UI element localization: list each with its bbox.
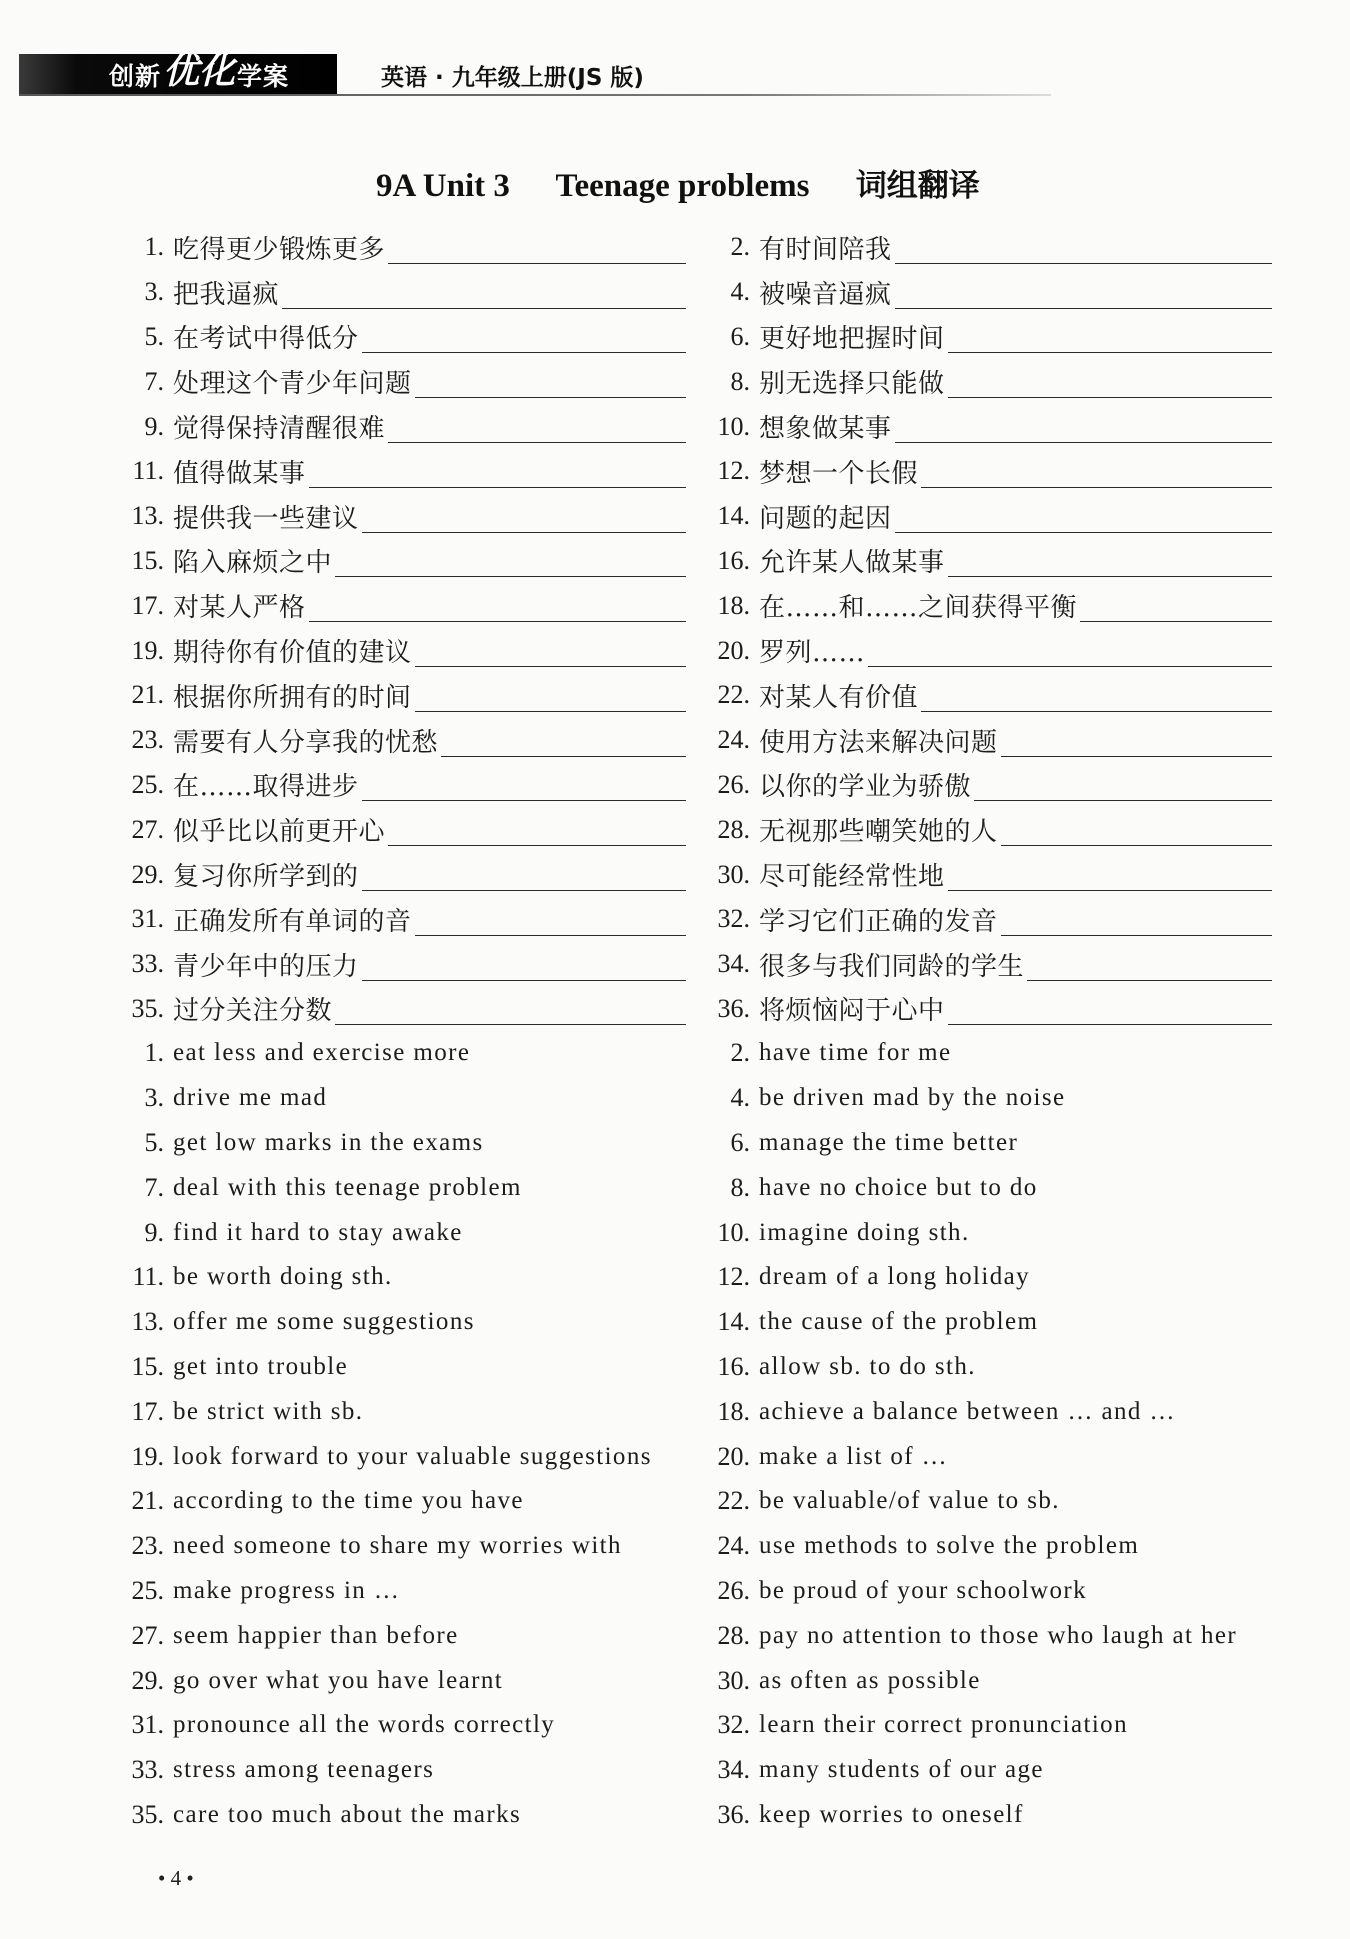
item-number: 15. (131, 1351, 164, 1381)
answer-blank-line (335, 1024, 686, 1025)
chinese-phrase-list (120, 225, 1292, 1031)
chinese-phrase-item (120, 270, 706, 315)
item-text: 在……取得进步 (173, 772, 359, 803)
page-number: • 4 • (158, 1866, 194, 1890)
item-text: 复习你所学到的 (173, 862, 359, 893)
item-text: pay no attention to those who laugh at her (759, 1621, 1238, 1649)
item-text: 需要有人分享我的忧愁 (173, 727, 439, 758)
item-number: 1. (144, 232, 164, 262)
item-text: 以你的学业为骄傲 (759, 772, 972, 803)
item-number: 32. (717, 904, 750, 934)
chinese-phrase-item (706, 942, 1292, 987)
item-text: eat less and exercise more (173, 1039, 471, 1067)
english-phrase-item (120, 1479, 706, 1524)
english-phrase-item (706, 1165, 1292, 1210)
english-phrase-item (120, 1703, 706, 1748)
chinese-phrase-item (120, 763, 706, 808)
item-text: 被噪音逼疯 (759, 279, 892, 310)
item-text: the cause of the problem (759, 1308, 1039, 1336)
item-number: 35. (131, 993, 164, 1023)
answer-blank-line (282, 308, 686, 309)
item-number: 8. (730, 366, 750, 396)
chinese-phrase-item (706, 673, 1292, 718)
item-number: 24. (717, 725, 750, 755)
answer-blank-line (948, 890, 1272, 891)
item-number: 13. (131, 1307, 164, 1337)
english-phrase-item (706, 1703, 1292, 1748)
item-number: 16. (717, 545, 750, 575)
item-text: 更好地把握时间 (759, 324, 945, 355)
item-text: offer me some suggestions (173, 1308, 475, 1336)
answer-blank-line (974, 800, 1272, 801)
item-text: make a list of … (759, 1442, 949, 1470)
chinese-phrase-item (120, 807, 706, 852)
chinese-phrase-item (706, 897, 1292, 942)
item-number: 36. (717, 993, 750, 1023)
item-number: 26. (717, 769, 750, 799)
english-phrase-item (120, 1524, 706, 1569)
answer-blank-line (895, 532, 1272, 533)
item-text: look forward to your valuable suggestions (173, 1442, 652, 1470)
english-phrase-item (706, 1345, 1292, 1390)
chinese-phrase-item (120, 404, 706, 449)
brand-text-part2: 优化 (163, 51, 236, 92)
chinese-phrase-item (120, 315, 706, 360)
answer-blank-line (441, 756, 686, 757)
chinese-phrase-item (706, 539, 1292, 584)
item-number: 10. (717, 1217, 750, 1247)
english-phrase-item (120, 1121, 706, 1166)
chinese-phrase-item (706, 583, 1292, 628)
item-number: 32. (717, 1710, 750, 1740)
item-text: imagine doing sth. (759, 1218, 970, 1246)
item-text: according to the time you have (173, 1487, 524, 1515)
item-text: have time for me (759, 1039, 952, 1067)
item-number: 4. (730, 277, 750, 307)
item-number: 34. (717, 1755, 750, 1785)
item-number: 24. (717, 1531, 750, 1561)
item-text: deal with this teenage problem (173, 1173, 522, 1201)
item-number: 22. (717, 680, 750, 710)
item-text: 对某人有价值 (759, 682, 919, 713)
chinese-phrase-item (706, 315, 1292, 360)
answer-blank-line (388, 263, 686, 264)
english-phrase-item (120, 1165, 706, 1210)
item-number: 12. (717, 1262, 750, 1292)
item-text: pronounce all the words correctly (173, 1711, 556, 1739)
item-number: 3. (144, 1083, 164, 1113)
item-number: 10. (717, 411, 750, 441)
item-text: keep worries to oneself (759, 1800, 1024, 1828)
item-text: 对某人严格 (173, 593, 306, 624)
english-phrase-item (706, 1434, 1292, 1479)
item-text: achieve a balance between … and … (759, 1397, 1176, 1425)
english-phrase-item (706, 1613, 1292, 1658)
english-phrase-item (706, 1076, 1292, 1121)
item-text: 问题的起因 (759, 503, 892, 534)
item-text: care too much about the marks (173, 1800, 522, 1828)
chinese-phrase-item (120, 852, 706, 897)
item-text: 梦想一个长假 (759, 458, 919, 489)
item-number: 16. (717, 1351, 750, 1381)
chinese-phrase-item (120, 539, 706, 584)
chinese-phrase-item (706, 852, 1292, 897)
item-number: 19. (131, 1441, 164, 1471)
english-phrase-item (706, 1389, 1292, 1434)
answer-blank-line (415, 711, 686, 712)
page-title (376, 160, 980, 205)
item-text: learn their correct pronunciation (759, 1711, 1128, 1739)
header-divider (19, 94, 1051, 96)
chinese-phrase-item (706, 270, 1292, 315)
book-subtitle: 英语 · 九年级上册(JS 版) (381, 65, 644, 91)
item-number: 17. (131, 1396, 164, 1426)
chinese-phrase-item (706, 807, 1292, 852)
title-topic: Teenage problems (555, 168, 810, 204)
answer-blank-line (948, 397, 1272, 398)
chinese-phrase-item (120, 494, 706, 539)
item-number: 8. (730, 1172, 750, 1202)
item-number: 22. (717, 1486, 750, 1516)
english-phrase-item (706, 1300, 1292, 1345)
answer-blank-line (895, 308, 1272, 309)
chinese-phrase-item (706, 763, 1292, 808)
answer-blank-line (415, 666, 686, 667)
english-phrase-item (120, 1658, 706, 1703)
brand-text-part1: 创新 (109, 62, 162, 91)
item-number: 31. (131, 1710, 164, 1740)
english-phrase-item (706, 1793, 1292, 1838)
item-number: 23. (131, 725, 164, 755)
answer-blank-line (388, 845, 686, 846)
item-number: 6. (730, 321, 750, 351)
item-number: 5. (144, 1127, 164, 1157)
item-text: dream of a long holiday (759, 1263, 1031, 1291)
item-number: 9. (144, 1217, 164, 1247)
english-phrase-item (706, 1658, 1292, 1703)
item-text: 罗列…… (759, 638, 866, 669)
english-phrase-item (706, 1255, 1292, 1300)
english-phrase-item (120, 1748, 706, 1793)
english-phrase-item (120, 1434, 706, 1479)
item-text: be strict with sb. (173, 1397, 364, 1425)
item-text: be proud of your schoolwork (759, 1576, 1088, 1604)
english-phrase-item (120, 1031, 706, 1076)
item-number: 2. (730, 1038, 750, 1068)
english-phrase-item (120, 1210, 706, 1255)
chinese-phrase-item (120, 942, 706, 987)
answer-blank-line (335, 576, 686, 577)
item-number: 17. (131, 590, 164, 620)
item-number: 28. (717, 814, 750, 844)
title-unit: 9A Unit 3 (376, 168, 510, 204)
english-phrase-item (120, 1076, 706, 1121)
item-text: many students of our age (759, 1756, 1044, 1784)
item-number: 21. (131, 1486, 164, 1516)
answer-blank-line (948, 576, 1272, 577)
item-text: get into trouble (173, 1352, 349, 1380)
english-phrase-item (120, 1613, 706, 1658)
item-number: 2. (730, 232, 750, 262)
item-number: 33. (131, 949, 164, 979)
item-number: 4. (730, 1083, 750, 1113)
item-text: stress among teenagers (173, 1756, 435, 1784)
item-number: 29. (131, 859, 164, 889)
item-number: 28. (717, 1620, 750, 1650)
item-text: make progress in … (173, 1576, 401, 1604)
brand-banner (19, 51, 337, 94)
answer-blank-line (1001, 756, 1272, 757)
item-text: 值得做某事 (173, 458, 306, 489)
item-number: 3. (144, 277, 164, 307)
answer-blank-line (948, 352, 1272, 353)
item-number: 34. (717, 949, 750, 979)
item-text: need someone to share my worries with (173, 1532, 622, 1560)
item-text: 把我逼疯 (173, 279, 280, 310)
english-phrase-item (120, 1793, 706, 1838)
item-text: 似乎比以前更开心 (173, 817, 386, 848)
answer-blank-line (1001, 845, 1272, 846)
item-number: 29. (131, 1665, 164, 1695)
item-text: be valuable/of value to sb. (759, 1487, 1060, 1515)
item-number: 7. (144, 1172, 164, 1202)
answer-blank-line (362, 980, 686, 981)
item-number: 25. (131, 769, 164, 799)
item-number: 36. (717, 1799, 750, 1829)
chinese-phrase-item (120, 225, 706, 270)
answer-blank-line (1080, 621, 1272, 622)
answer-blank-line (309, 621, 686, 622)
item-number: 26. (717, 1575, 750, 1605)
answer-blank-line (362, 890, 686, 891)
item-number: 14. (717, 1307, 750, 1337)
title-section: 词组翻译 (855, 168, 980, 204)
chinese-phrase-item (120, 673, 706, 718)
item-number: 27. (131, 814, 164, 844)
item-number: 25. (131, 1575, 164, 1605)
item-text: seem happier than before (173, 1621, 459, 1649)
item-number: 21. (131, 680, 164, 710)
answer-blank-line (309, 487, 686, 488)
chinese-phrase-item (706, 404, 1292, 449)
item-text: be worth doing sth. (173, 1263, 393, 1291)
chinese-phrase-item (706, 987, 1292, 1032)
answer-blank-line (362, 532, 686, 533)
english-phrase-item (706, 1210, 1292, 1255)
answer-blank-line (921, 487, 1272, 488)
item-number: 6. (730, 1127, 750, 1157)
item-text: 吃得更少锻炼更多 (173, 234, 386, 265)
item-text: 在考试中得低分 (173, 324, 359, 355)
chinese-phrase-item (120, 987, 706, 1032)
item-text: 正确发所有单词的音 (173, 906, 412, 937)
answer-blank-line (895, 263, 1272, 264)
answer-blank-line (868, 666, 1272, 667)
item-text: 想象做某事 (759, 414, 892, 445)
answer-blank-line (948, 1024, 1272, 1025)
chinese-phrase-item (120, 718, 706, 763)
chinese-phrase-item (706, 718, 1292, 763)
english-phrase-item (706, 1479, 1292, 1524)
item-number: 9. (144, 411, 164, 441)
item-number: 11. (132, 1262, 164, 1292)
item-text: be driven mad by the noise (759, 1084, 1066, 1112)
english-phrase-item (706, 1748, 1292, 1793)
answer-blank-line (388, 442, 686, 443)
item-number: 14. (717, 501, 750, 531)
english-phrase-list (120, 1031, 1292, 1837)
chinese-phrase-item (120, 628, 706, 673)
item-number: 27. (131, 1620, 164, 1650)
chinese-phrase-item (120, 897, 706, 942)
item-number: 23. (131, 1531, 164, 1561)
item-text: have no choice but to do (759, 1173, 1038, 1201)
item-text: 青少年中的压力 (173, 951, 359, 982)
item-number: 30. (717, 859, 750, 889)
english-phrase-item (120, 1300, 706, 1345)
item-text: 根据你所拥有的时间 (173, 682, 412, 713)
item-number: 33. (131, 1755, 164, 1785)
item-text: 处理这个青少年问题 (173, 369, 412, 400)
item-number: 20. (717, 1441, 750, 1471)
item-text: 过分关注分数 (173, 996, 333, 1027)
english-phrase-item (120, 1389, 706, 1434)
answer-blank-line (415, 397, 686, 398)
item-text: 别无选择只能做 (759, 369, 945, 400)
item-text: 尽可能经常性地 (759, 862, 945, 893)
item-number: 20. (717, 635, 750, 665)
item-text: 允许某人做某事 (759, 548, 945, 579)
item-number: 13. (131, 501, 164, 531)
item-text: drive me mad (173, 1084, 328, 1112)
item-text: go over what you have learnt (173, 1666, 504, 1694)
item-number: 1. (144, 1038, 164, 1068)
item-text: 陷入麻烦之中 (173, 548, 333, 579)
english-phrase-item (706, 1569, 1292, 1614)
item-text: 很多与我们同龄的学生 (759, 951, 1025, 982)
answer-blank-line (1027, 980, 1272, 981)
item-text: 无视那些嘲笑她的人 (759, 817, 998, 848)
item-text: 觉得保持清醒很难 (173, 414, 386, 445)
chinese-phrase-item (706, 359, 1292, 404)
chinese-phrase-item (120, 359, 706, 404)
english-phrase-item (120, 1569, 706, 1614)
chinese-phrase-item (120, 583, 706, 628)
chinese-phrase-item (706, 628, 1292, 673)
brand-text-part3: 学案 (237, 62, 290, 91)
chinese-phrase-item (120, 449, 706, 494)
item-text: find it hard to stay awake (173, 1218, 463, 1246)
english-phrase-item (120, 1255, 706, 1300)
item-text: 期待你有价值的建议 (173, 638, 412, 669)
item-number: 31. (131, 904, 164, 934)
item-number: 11. (132, 456, 164, 486)
item-text: as often as possible (759, 1666, 981, 1694)
item-text: 使用方法来解决问题 (759, 727, 998, 758)
item-text: 在……和……之间获得平衡 (759, 593, 1078, 624)
item-number: 12. (717, 456, 750, 486)
answer-blank-line (921, 711, 1272, 712)
item-text: 将烦恼闷于心中 (759, 996, 945, 1027)
item-number: 18. (717, 1396, 750, 1426)
item-text: 提供我一些建议 (173, 503, 359, 534)
english-phrase-item (706, 1524, 1292, 1569)
item-number: 7. (144, 366, 164, 396)
chinese-phrase-item (706, 494, 1292, 539)
item-number: 18. (717, 590, 750, 620)
answer-blank-line (415, 935, 686, 936)
answer-blank-line (362, 800, 686, 801)
item-number: 15. (131, 545, 164, 575)
english-phrase-item (120, 1345, 706, 1390)
item-number: 30. (717, 1665, 750, 1695)
answer-blank-line (1001, 935, 1272, 936)
item-text: 学习它们正确的发音 (759, 906, 998, 937)
item-text: manage the time better (759, 1128, 1019, 1156)
chinese-phrase-item (706, 225, 1292, 270)
item-text: 有时间陪我 (759, 234, 892, 265)
item-text: allow sb. to do sth. (759, 1352, 976, 1380)
english-phrase-item (706, 1031, 1292, 1076)
answer-blank-line (895, 442, 1272, 443)
chinese-phrase-item (706, 449, 1292, 494)
item-number: 19. (131, 635, 164, 665)
english-phrase-item (706, 1121, 1292, 1166)
item-text: use methods to solve the problem (759, 1532, 1140, 1560)
item-text: get low marks in the exams (173, 1128, 484, 1156)
answer-blank-line (362, 352, 686, 353)
item-number: 35. (131, 1799, 164, 1829)
item-number: 5. (144, 321, 164, 351)
